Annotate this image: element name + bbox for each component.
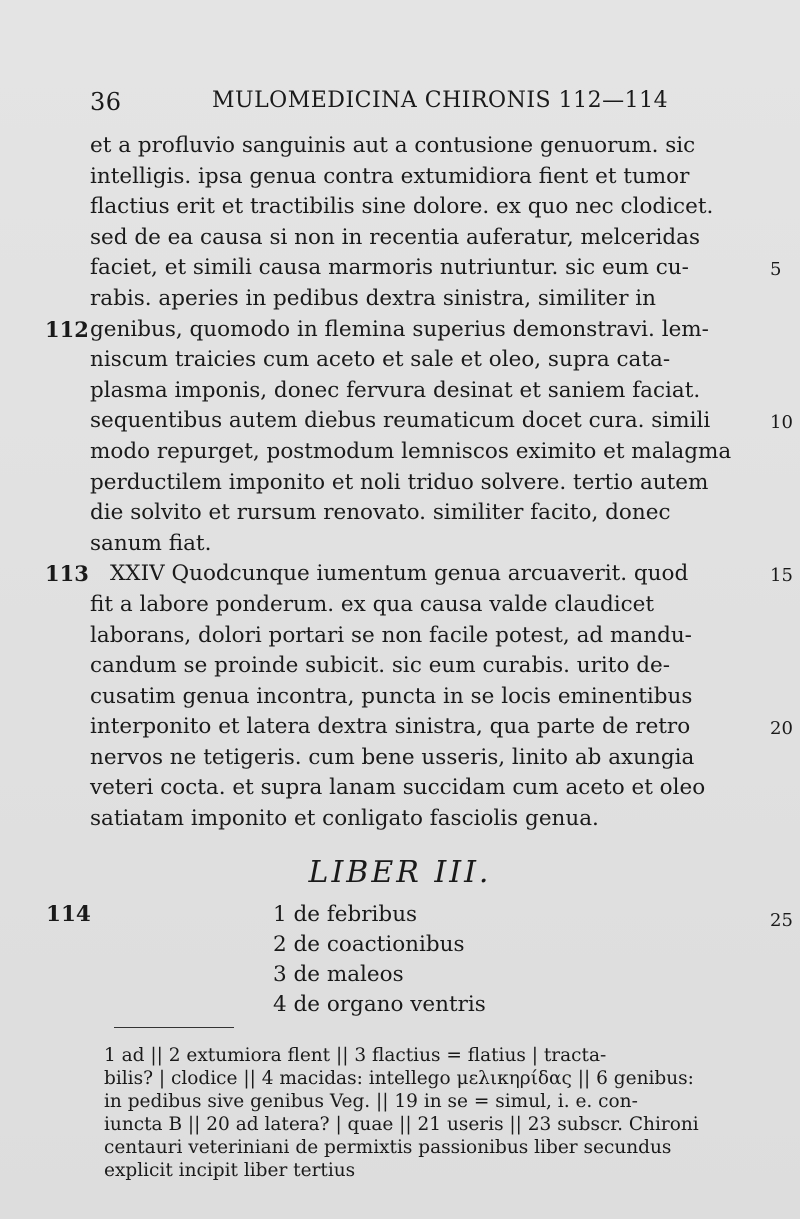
text-line bbox=[90, 223, 740, 254]
text-line bbox=[90, 804, 740, 835]
footnote-line: iuncta B || 20 ad latera? | quae || 21 useris || 23 subscr. Chironi bbox=[104, 1114, 699, 1135]
text-line-content: veteri cocta. et supra lanam succidam cum aceto et oleo bbox=[90, 775, 706, 801]
text-line-content: faciet, et simili causa marmoris nutriuntur. sic eum cu- bbox=[90, 255, 689, 281]
text-line-content: fit a labore ponderum. ex qua causa valde claudicet bbox=[90, 591, 655, 617]
text-line-content: plasma imponis, donec fervura desinat et saniem faciat. bbox=[90, 377, 701, 403]
text-line bbox=[45, 559, 793, 590]
text-line-content: cusatim genua incontra, puncta in se locis eminentibus bbox=[90, 683, 693, 709]
section-number: 112 bbox=[45, 316, 89, 342]
chapter-list-item bbox=[90, 930, 740, 960]
text-line bbox=[45, 315, 740, 346]
line-number: 5 bbox=[770, 259, 782, 281]
footnote-divider bbox=[114, 1027, 234, 1028]
text-line-content: sanum fiat. bbox=[90, 530, 212, 556]
running-title: MULOMEDICINA CHIRONIS 112—114 bbox=[212, 88, 669, 113]
chapter-list-item bbox=[90, 990, 740, 1020]
line-number: 15 bbox=[770, 565, 793, 587]
text-line-content: et a profluvio sanguinis aut a contusione genuorum. sic bbox=[90, 133, 696, 158]
section-number: 113 bbox=[45, 561, 89, 587]
line-number: 20 bbox=[770, 718, 793, 740]
text-line bbox=[90, 406, 793, 437]
page-number: 36 bbox=[90, 88, 122, 116]
text-line-content: candum se proinde subicit. sic eum curabis. urito de- bbox=[90, 653, 670, 679]
text-line-content: laborans, dolori portari se non facile potest, ad mandu- bbox=[90, 622, 692, 648]
text-line bbox=[90, 529, 740, 560]
text-line bbox=[90, 253, 782, 284]
footnote-line: explicit incipit liber tertius bbox=[104, 1160, 356, 1181]
text-line-content: die solvito et rursum renovato. similiter facito, donec bbox=[90, 500, 671, 526]
text-line-content: perductilem imponito et noli triduo solvere. tertio autem bbox=[90, 469, 709, 495]
footnote-line: centauri veteriniani de permixtis passionibus liber secundus bbox=[104, 1137, 672, 1158]
text-line bbox=[90, 437, 740, 468]
line-number: 10 bbox=[770, 412, 793, 434]
text-line-content: modo repurget, postmodum lemniscos eximito et malagma bbox=[90, 438, 732, 464]
section-number: 114 bbox=[46, 902, 91, 927]
chapter-entry: 4 de organo ventris bbox=[273, 992, 486, 1017]
text-line-content: interponito et latera dextra sinistra, qua parte de retro bbox=[90, 714, 691, 740]
footnote-line: 1 ad || 2 extumiora flent || 3 flactius = flatius | tracta- bbox=[104, 1045, 607, 1066]
text-line bbox=[90, 162, 740, 193]
text-line bbox=[90, 192, 740, 223]
text-line-content: rabis. aperies in pedibus dextra sinistra, similiter in bbox=[90, 285, 657, 311]
text-line bbox=[90, 131, 740, 162]
text-line bbox=[90, 743, 740, 774]
text-line-content: satiatam imponito et conligato fasciolis genua. bbox=[90, 806, 599, 832]
chapter-entry: 2 de coactionibus bbox=[273, 932, 465, 957]
text-line bbox=[90, 345, 740, 376]
chapter-list bbox=[46, 900, 793, 1020]
main-text bbox=[45, 131, 793, 835]
text-line-content: niscum traicies cum aceto et sale et oleo, supra cata- bbox=[90, 347, 671, 373]
text-line bbox=[90, 284, 740, 315]
text-line-content: intelligis. ipsa genua contra extumidiora fient et tumor bbox=[90, 163, 690, 189]
chapter-list-item bbox=[46, 900, 793, 931]
text-line-content: sequentibus autem diebus reumaticum docet cura. simili bbox=[90, 408, 711, 434]
chapter-list-item bbox=[90, 960, 740, 990]
text-line bbox=[90, 498, 740, 529]
text-line-content: XXIV Quodcunque iumentum genua arcuaverit. quod bbox=[110, 561, 689, 587]
text-line bbox=[90, 651, 740, 682]
footnotes bbox=[104, 1044, 740, 1182]
text-line bbox=[90, 376, 740, 407]
text-line-content: flactius erit et tractibilis sine dolore. ex quo nec clodicet. bbox=[90, 194, 714, 220]
footnote-line: in pedibus sive genibus Veg. || 19 in se = simul, i. e. con- bbox=[104, 1091, 638, 1112]
text-line-content: genibus, quomodo in flemina superius demonstravi. lem- bbox=[90, 316, 709, 342]
footnote-line: bilis? | clodice || 4 macidas: intellego μελικηρίδας || 6 genibus: bbox=[104, 1068, 694, 1089]
line-number: 25 bbox=[770, 910, 793, 931]
text-line bbox=[90, 621, 740, 652]
text-line-content: nervos ne tetigeris. cum bene usseris, linito ab axungia bbox=[90, 744, 695, 770]
text-line bbox=[90, 682, 740, 713]
text-line-content: sed de ea causa si non in recentia auferatur, melceridas bbox=[90, 224, 701, 250]
text-line bbox=[90, 468, 740, 499]
text-line bbox=[90, 773, 740, 804]
text-line bbox=[90, 712, 793, 743]
chapter-entry: 3 de maleos bbox=[273, 962, 404, 987]
text-line bbox=[90, 590, 740, 621]
book-title: LIBER III. bbox=[308, 855, 492, 890]
chapter-entry: 1 de febribus bbox=[273, 902, 418, 927]
